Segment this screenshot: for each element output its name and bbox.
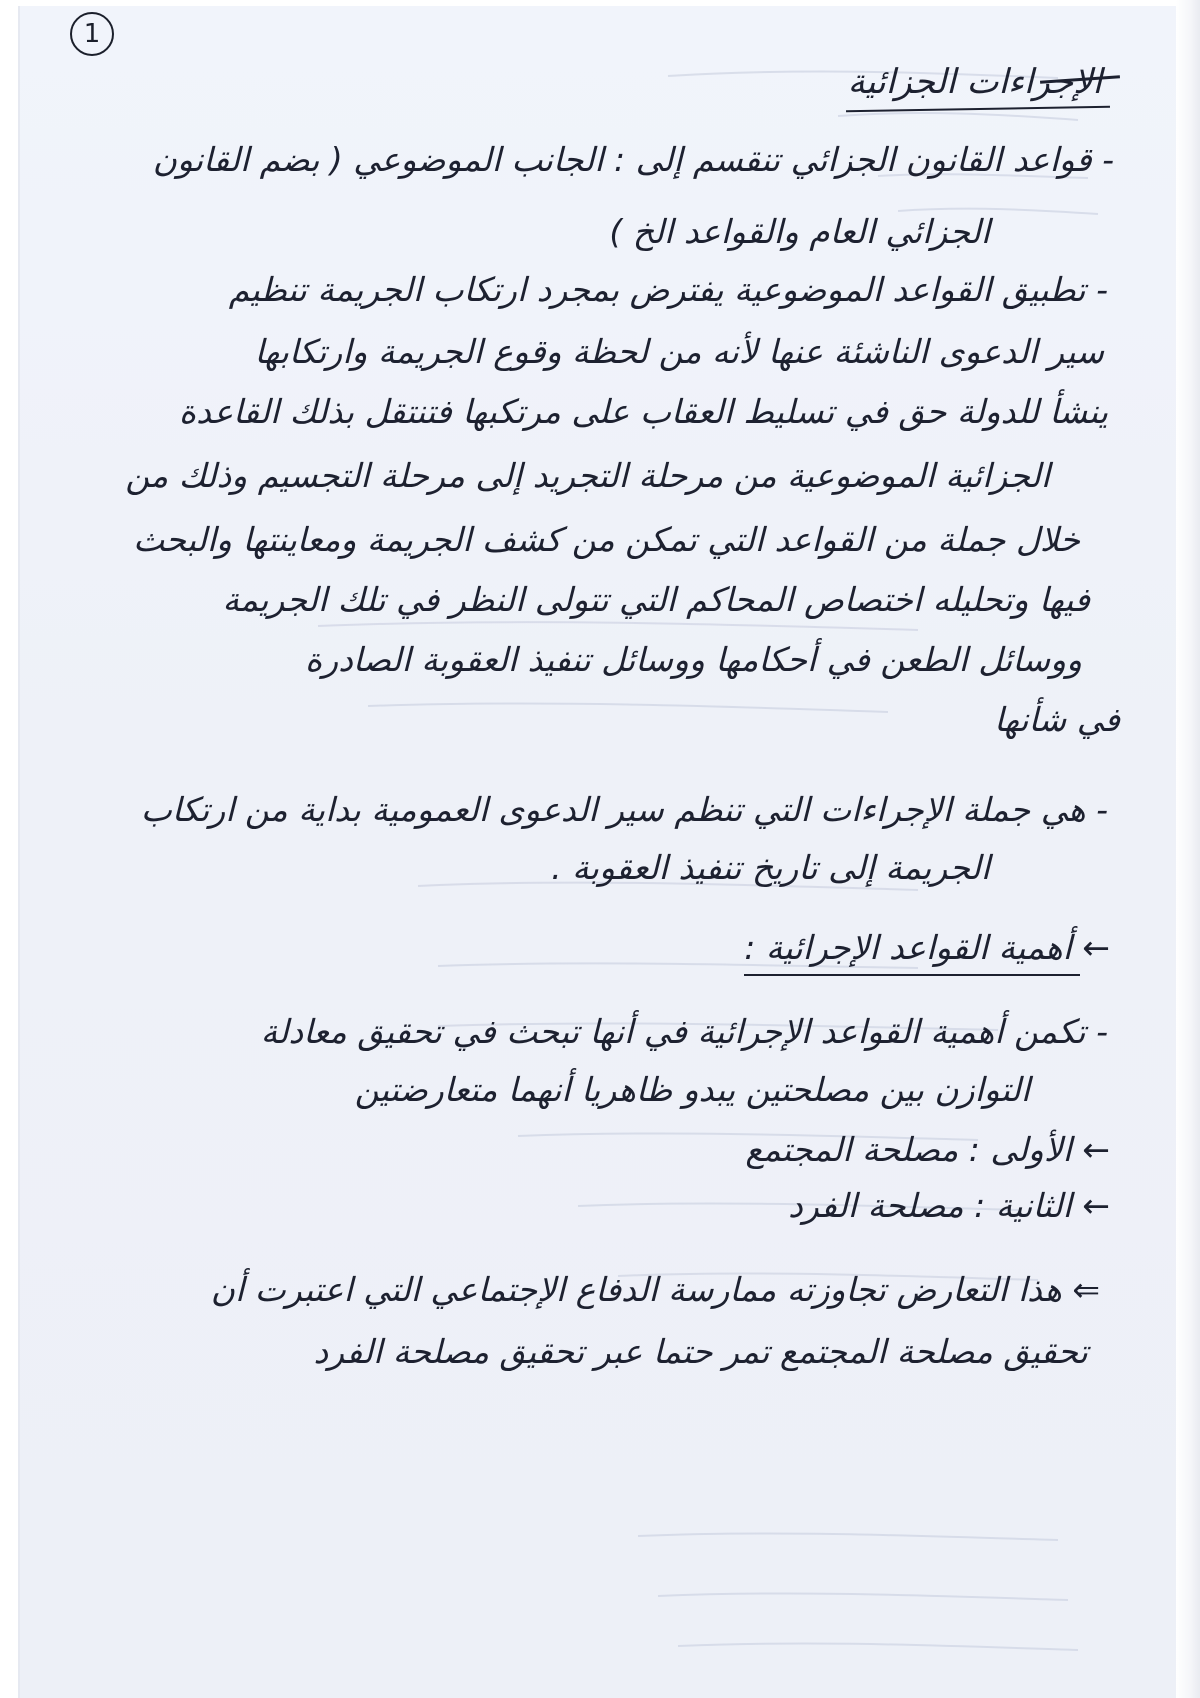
text-line: - تطبيق القواعد الموضوعية يفترض بمجرد ارتكاب الجريمة تنظيم: [228, 270, 1108, 309]
text-line: - تكمن أهمية القواعد الإجرائية في أنها تبحث في تحقيق معادلة: [260, 1012, 1108, 1051]
text-line: سير الدعوى الناشئة عنها لأنه من لحظة وقوع الجريمة وارتكابها: [254, 332, 1104, 371]
text-line: تحقيق مصلحة المجتمع تمر حتما عبر تحقيق مصلحة الفرد: [313, 1332, 1088, 1371]
text-line: ⇐ هذا التعارض تجاوزته ممارسة الدفاع الإجتماعي التي اعتبرت أن: [210, 1270, 1100, 1309]
text-line: ينشأ للدولة حق في تسليط العقاب على مرتكبها فتنتقل بذلك القاعدة: [178, 392, 1108, 431]
page-heading: الإجراءات الجزائية: [847, 62, 1102, 102]
text-line: خلال جملة من القواعد التي تمكن من كشف الجريمة ومعاينتها والبحث: [133, 520, 1080, 559]
text-line: الجريمة إلى تاريخ تنفيذ العقوبة .: [551, 848, 990, 887]
subheading-underline: [744, 974, 1080, 976]
text-line: ووسائل الطعن في أحكامها ووسائل تنفيذ العقوبة الصادرة: [304, 640, 1082, 679]
text-line: في شأنها: [994, 700, 1120, 739]
text-line: فيها وتحليله اختصاص المحاكم التي تتولى النظر في تلك الجريمة: [222, 580, 1090, 619]
text-line: - قواعد القانون الجزائي تنقسم إلى : الجانب الموضوعي ( بضم القانون: [152, 140, 1114, 179]
list-item: ← الثانية : مصلحة الفرد: [788, 1186, 1110, 1225]
subheading: ← أهمية القواعد الإجرائية :: [744, 928, 1110, 967]
text-line: - هي جملة الإجراءات التي تنظم سير الدعوى العمومية بداية من ارتكاب: [140, 790, 1108, 829]
text-line: الجزائية الموضوعية من مرحلة التجريد إلى مرحلة التجسيم وذلك من: [125, 456, 1050, 495]
page-number: 1: [83, 19, 101, 49]
paper-edge: [1176, 0, 1200, 1698]
page-number-circle: [70, 12, 114, 56]
text-line: الجزائي العام والقواعد الخ ): [609, 212, 990, 251]
text-line: التوازن بين مصلحتين يبدو ظاهريا أنهما متعارضتين: [354, 1070, 1030, 1109]
list-item: ← الأولى : مصلحة المجتمع: [745, 1130, 1110, 1169]
